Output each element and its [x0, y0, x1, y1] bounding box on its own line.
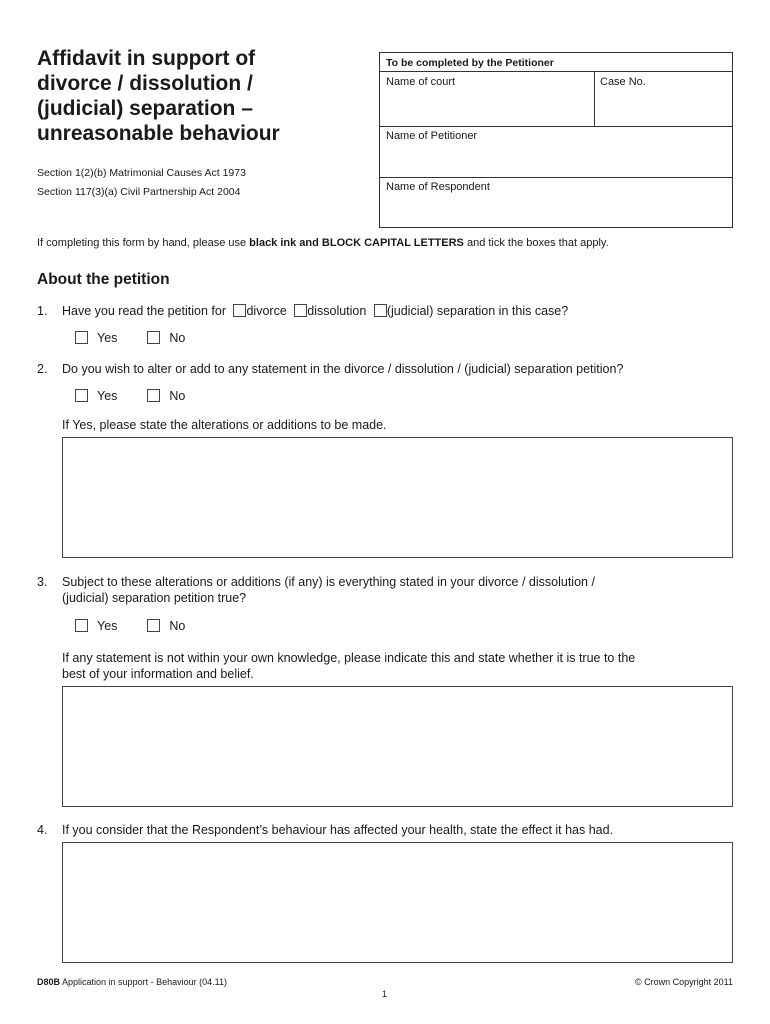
respondent-name-label: Name of Respondent: [386, 181, 490, 193]
q2-answer-box[interactable]: [62, 437, 733, 558]
q1-yes-checkbox[interactable]: [75, 331, 88, 344]
q1-yes-label: Yes: [97, 331, 118, 345]
court-name-label: Name of court: [386, 76, 456, 88]
statute-line-2: Section 117(3)(a) Civil Partnership Act 2004: [37, 186, 241, 198]
instructions: [37, 237, 609, 249]
petitioner-name-field[interactable]: [380, 126, 732, 177]
q1-yes-no: [75, 331, 185, 345]
title-line-1: Affidavit in support of: [37, 47, 256, 70]
title-line-4: unreasonable behaviour: [37, 122, 280, 145]
q2-followup: If Yes, please state the alterations or additions to be made.: [62, 418, 387, 432]
q1-no-checkbox[interactable]: [147, 331, 160, 344]
q3-number: 3.: [37, 575, 48, 589]
case-number-label: Case No.: [600, 76, 646, 88]
q1-no-label: No: [169, 331, 186, 345]
footer-form-id: [37, 977, 227, 987]
respondent-name-field[interactable]: [380, 177, 732, 228]
q1-separation-label: (judicial) separation in this case?: [386, 304, 569, 318]
petitioner-box: [379, 52, 733, 228]
q2-number: 2.: [37, 362, 48, 376]
q1-divorce-label: divorce: [246, 304, 287, 318]
q2-yes-label: Yes: [97, 389, 118, 403]
instructions-bold: black ink and BLOCK CAPITAL LETTERS: [249, 237, 464, 249]
page-number: 1: [382, 989, 388, 999]
q4-text: If you consider that the Respondent’s behaviour has affected your health, state the effect it has had.: [62, 823, 614, 837]
q1-line: [62, 304, 568, 318]
petitioner-name-label: Name of Petitioner: [386, 130, 478, 142]
q3-yes-label: Yes: [97, 619, 118, 633]
q4-number: 4.: [37, 823, 48, 837]
case-number-field[interactable]: [594, 72, 732, 126]
court-name-field[interactable]: [380, 72, 594, 126]
q3-followup-line-1: If any statement is not within your own knowledge, please indicate this and state whether it is true to the: [62, 651, 636, 665]
q2-text: Do you wish to alter or add to any statement in the divorce / dissolution / (judicial) separation petition?: [62, 362, 624, 376]
footer-copyright: © Crown Copyright 2011: [634, 977, 733, 987]
q3-text-line-2: (judicial) separation petition true?: [62, 591, 247, 605]
q2-no-label: No: [169, 389, 186, 403]
q3-no-label: No: [169, 619, 186, 633]
q1-number: 1.: [37, 304, 48, 318]
footer-form-code: D80B: [37, 977, 61, 987]
petitioner-box-header: To be completed by the Petitioner: [380, 53, 732, 72]
q1-text: Have you read the petition for: [62, 304, 226, 318]
q2-no-checkbox[interactable]: [147, 389, 160, 402]
q1-dissolution-checkbox[interactable]: [294, 304, 307, 317]
q3-followup-line-2: best of your information and belief.: [62, 667, 254, 681]
q3-yes-no: [75, 619, 185, 633]
q2-yes-checkbox[interactable]: [75, 389, 88, 402]
q3-yes-checkbox[interactable]: [75, 619, 88, 632]
q1-divorce-checkbox[interactable]: [233, 304, 246, 317]
q3-no-checkbox[interactable]: [147, 619, 160, 632]
q4-answer-box[interactable]: [62, 842, 733, 963]
instructions-post: and tick the boxes that apply.: [463, 237, 609, 249]
form-title: [37, 46, 367, 146]
instructions-pre: If completing this form by hand, please use: [37, 237, 250, 249]
q2-yes-no: [75, 389, 185, 403]
q1-dissolution-label: dissolution: [307, 304, 367, 318]
title-line-3: (judicial) separation –: [37, 97, 253, 120]
title-line-2: divorce / dissolution /: [37, 72, 253, 95]
section-title: About the petition: [37, 271, 170, 288]
q3-text-line-1: Subject to these alterations or additions (if any) is everything stated in your divorce / dissolution /: [62, 575, 595, 589]
q1-separation-checkbox[interactable]: [374, 304, 387, 317]
statute-line-1: Section 1(2)(b) Matrimonial Causes Act 1973: [37, 167, 246, 179]
q3-answer-box[interactable]: [62, 686, 733, 807]
footer-form-desc: Application in support - Behaviour (04.11): [60, 977, 227, 987]
